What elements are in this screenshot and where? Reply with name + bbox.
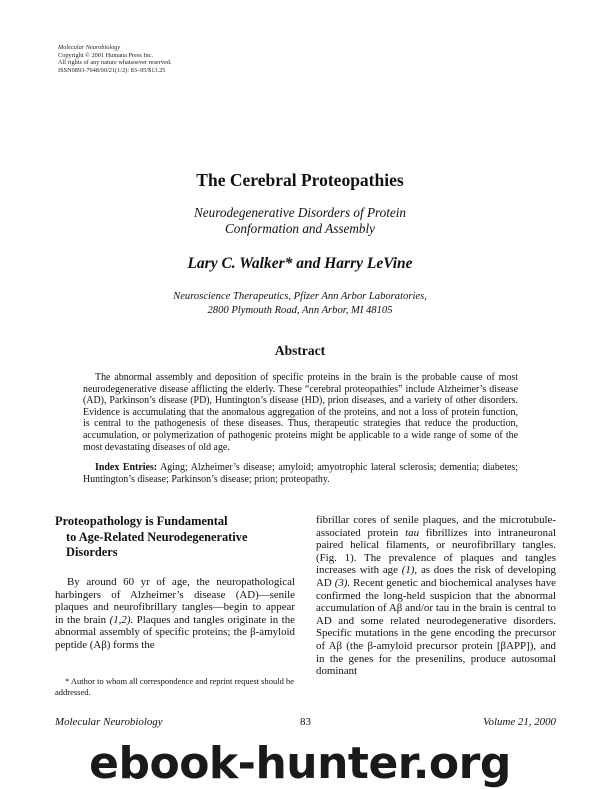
section-heading-line-3: Disorders <box>66 545 118 559</box>
affiliation-line-1: Neuroscience Therapeutics, Pfizer Ann Arbor Laboratories, <box>173 291 427 302</box>
meta-rights: All rights of any nature whatsoever reserved. <box>58 59 172 67</box>
abstract-text: The abnormal assembly and deposition of specific proteins in the brain is the probable cause of most neurodegenerative disease afflicting the elderly. These “cerebral proteopathies” include Alzheimer’s disease (AD), Parkinson’s disease (PD), Huntington’s disease (HD), prion diseases, and a variety of other disorders. Evidence is accumulating that the anomalous aggregation of the proteins, and not a loss of protein function, is central to the pathogenesis of these diseases. Thus, therapeutic strategies that reduce the production, accumulation, or polymerization of pathogenic proteins might be applicable to a wide range of some of the most devastating diseases of old age. <box>83 372 518 453</box>
index-entries <box>83 462 518 485</box>
article-authors: Lary C. Walker* and Harry LeVine <box>187 255 413 272</box>
index-entries-label: Index Entries: <box>95 462 158 473</box>
author-affiliation <box>0 290 600 318</box>
right-text-2: fibrillizes into intraneuronal paired helical filaments, or neurofibrillary tangles. (Fig. 1). The prevalence of plaques and tangles increases with age <box>316 526 556 577</box>
citation: (3). <box>334 576 351 589</box>
section-heading-line-2: to Age-Related Neurodegenerative <box>66 529 248 544</box>
right-column-paragraph <box>316 514 556 678</box>
meta-journal-name: Molecular Neurobiology <box>58 44 121 51</box>
affiliation-line-2: 2800 Plymouth Road, Ann Arbor, MI 48105 <box>207 305 393 316</box>
tau-term: tau <box>405 526 420 539</box>
left-text-1: By around 60 yr of age, the neuropathological harbingers of Alzheimer’s disease (AD)—senile plaques and neurofibrillary tangles—begin to appear in the brain <box>55 576 295 626</box>
subtitle-line-1: Neurodegenerative Disorders of Protein <box>193 205 407 220</box>
right-text-3: as does the risk of developing AD <box>316 564 556 589</box>
footer-page-number: 83 <box>300 716 311 728</box>
meta-issn: ISSN0893-7648/00/21(1/2): 83–95/$13.25 <box>58 66 166 74</box>
citation: (1,2). <box>109 613 134 626</box>
footer-volume: Volume 21, 2000 <box>483 716 556 728</box>
left-column-paragraph <box>55 576 295 652</box>
subtitle-line-2: Conformation and Assembly <box>225 221 375 236</box>
left-text-2: Plaques and tangles originate in the abnormal assembly of specific proteins; the β-amyloid peptide (Aβ) forms the <box>55 613 295 651</box>
journal-meta <box>58 44 171 74</box>
watermark: ebook-hunter.org <box>89 738 511 789</box>
article-title: The Cerebral Proteopathies <box>196 170 404 190</box>
article-subtitle <box>0 205 600 237</box>
author-footnote: * Author to whom all correspondence and reprint request should be addressed. <box>55 676 294 697</box>
section-heading-line-1: Proteopathology is Fundamental <box>55 514 228 528</box>
abstract-heading: Abstract <box>274 343 326 358</box>
meta-copyright: Copyright © 2001 Humana Press Inc. <box>58 51 154 59</box>
footer-journal: Molecular Neurobiology <box>55 716 163 728</box>
citation: (1), <box>401 564 418 577</box>
section-heading <box>55 514 295 561</box>
right-text-4: Recent genetic and biochemical analyses have confirmed the long-held suspicion that the abnormal accumulation of Aβ and/or tau in the brain is central to AD and some related neurodegenerative disorders. Specific mutations in the gene encoding the precursor of Aβ (the β-amyloid precursor protein [βAPP]), and in the genes for the presenilins, produce autosomal dominant <box>316 576 556 678</box>
right-text-1: fibrillar cores of senile plaques, and the microtubule-associated protein <box>316 514 556 539</box>
index-entries-terms: Aging; Alzheimer’s disease; amyloid; amyotrophic lateral sclerosis; dementia; diabetes; Huntington’s disease; Parkinson’s disease; prion; proteopathy. <box>83 462 519 485</box>
